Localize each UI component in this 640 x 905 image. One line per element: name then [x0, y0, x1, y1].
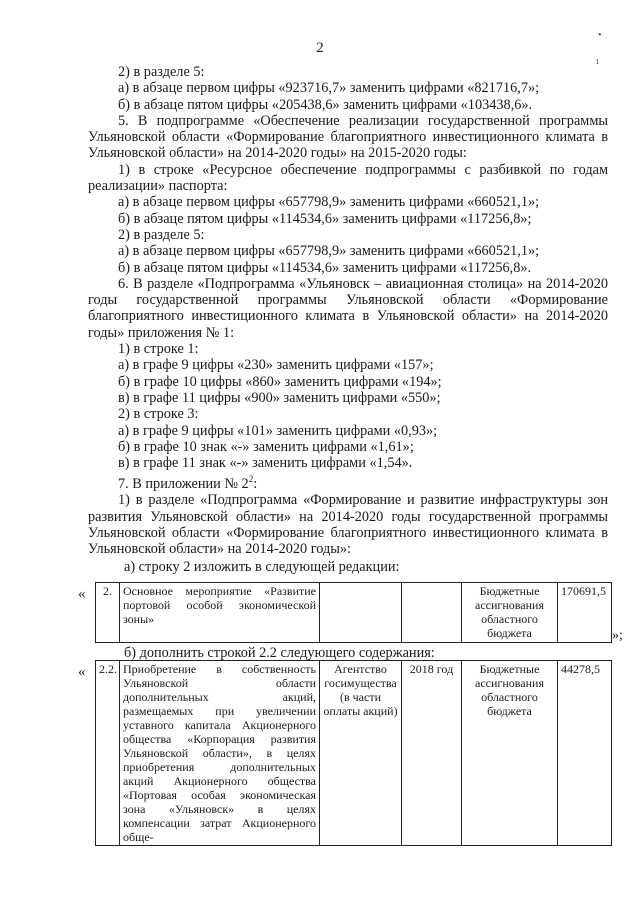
label-b: б) дополнить строкой 2.2 следующего содержания:	[124, 645, 435, 661]
paragraph: в) в графе 11 цифры «900» заменить цифрами «550»;	[118, 389, 441, 406]
paragraph: 5. В подпрограмме «Обеспечение реализации государственной программы Ульяновской области «Формирование благоприятного инвестиционного климата в Ульяновской области» на 2014-2020 годы» на 2015-2020 годы:	[88, 112, 608, 162]
table-row	[96, 661, 612, 846]
paragraph-text: 7. В приложении № 2	[118, 476, 249, 493]
paragraph: б) в графе 10 знак «-» заменить цифрами «1,61»;	[118, 438, 414, 455]
paragraph: в) в графе 11 знак «-» заменить цифрами «1,54».	[118, 455, 413, 472]
cell-amount: 44278,5	[558, 661, 612, 846]
opening-quote: «	[78, 586, 86, 602]
paragraph: 2) в разделе 5:	[118, 226, 205, 243]
colon: :	[253, 476, 258, 493]
cell-name: Основное мероприятие «Развитие портовой особой экономической зоны»	[120, 583, 320, 643]
paragraph: б) в абзаце пятом цифры «114534,6» заменить цифрами «117256,8»;	[118, 210, 532, 227]
cell-amount: 170691,5	[558, 583, 612, 643]
paragraph	[88, 471, 608, 492]
paragraph: 1) в строке «Ресурсное обеспечение подпрограммы с разбивкой по годам реализации» паспорта:	[88, 161, 608, 195]
scan-mark: ı	[596, 56, 599, 67]
table-row-2	[95, 582, 612, 643]
paragraph: 2) в разделе 5:	[118, 64, 205, 80]
closing-quote: »;	[612, 628, 623, 643]
paragraph: б) в абзаце пятом цифры «205438,6» заменить цифрами «103438,6».	[118, 96, 533, 113]
cell-number: 2.	[96, 583, 120, 643]
cell-period: 2018 год	[402, 661, 462, 846]
cell-executor	[320, 583, 402, 643]
scan-mark: •	[598, 30, 602, 41]
cell-name: Приобретение в собственность Ульяновской области дополнительных акций, размещаемых при увеличении уставного капитала Акционерного общества «Корпорация развития Ульяновской области», в целях приобретения дополнительных акций Акционерного общества «Портовая особая экономическая зона «Ульяновск» в целях компенсации затрат Акционерного обще-	[120, 661, 320, 846]
cell-executor: Агентство госимущества (в части оплаты акций)	[320, 661, 402, 846]
superscript: 2	[248, 474, 254, 485]
paragraph: 6. В разделе «Подпрограмма «Ульяновск – авиационная столица» на 2014-2020 годы государственной программы Ульяновской области «Формирование благоприятного инвестиционного климата в Ульяновской области» на 2014-2020 годы» приложения № 1:	[88, 275, 608, 341]
cell-source: Бюджетные ассигнования областного бюджета	[462, 661, 558, 846]
opening-quote: «	[78, 664, 86, 680]
paragraph: 2) в строке 3:	[118, 406, 199, 423]
paragraph: а) в абзаце первом цифры «657798,9» заменить цифрами «660521,1»;	[118, 194, 540, 211]
cell-source: Бюджетные ассигнования областного бюджета	[462, 583, 558, 643]
page-number: 2	[316, 40, 324, 56]
document-body	[88, 64, 608, 576]
cell-number: 2.2.	[96, 661, 120, 846]
table-row	[96, 583, 612, 643]
paragraph: 1) в строке 1:	[118, 341, 199, 358]
table-row-2-2	[95, 660, 612, 846]
paragraph: а) в графе 9 цифры «101» заменить цифрами «0,93»;	[118, 422, 438, 439]
cell-period	[402, 583, 462, 643]
paragraph: б) в графе 10 цифры «860» заменить цифрами «194»;	[118, 373, 442, 390]
paragraph: а) в абзаце первом цифры «923716,7» заменить цифрами «821716,7»;	[118, 80, 540, 97]
label-a: а) строку 2 изложить в следующей редакции:	[124, 558, 400, 575]
paragraph: 1) в разделе «Подпрограмма «Формирование и развитие инфраструктуры зон развития Ульяновской области» на 2014-2020 годы государственной программы Ульяновской области «Формирование благоприятного инвестиционного климата в Ульяновской области» на 2014-2020 годы»:	[88, 492, 608, 558]
paragraph: а) в графе 9 цифры «230» заменить цифрами «157»;	[118, 357, 434, 374]
paragraph: а) в абзаце первом цифры «657798,9» заменить цифрами «660521,1»;	[118, 243, 540, 260]
paragraph: б) в абзаце пятом цифры «114534,6» заменить цифрами «117256,8».	[118, 259, 532, 276]
